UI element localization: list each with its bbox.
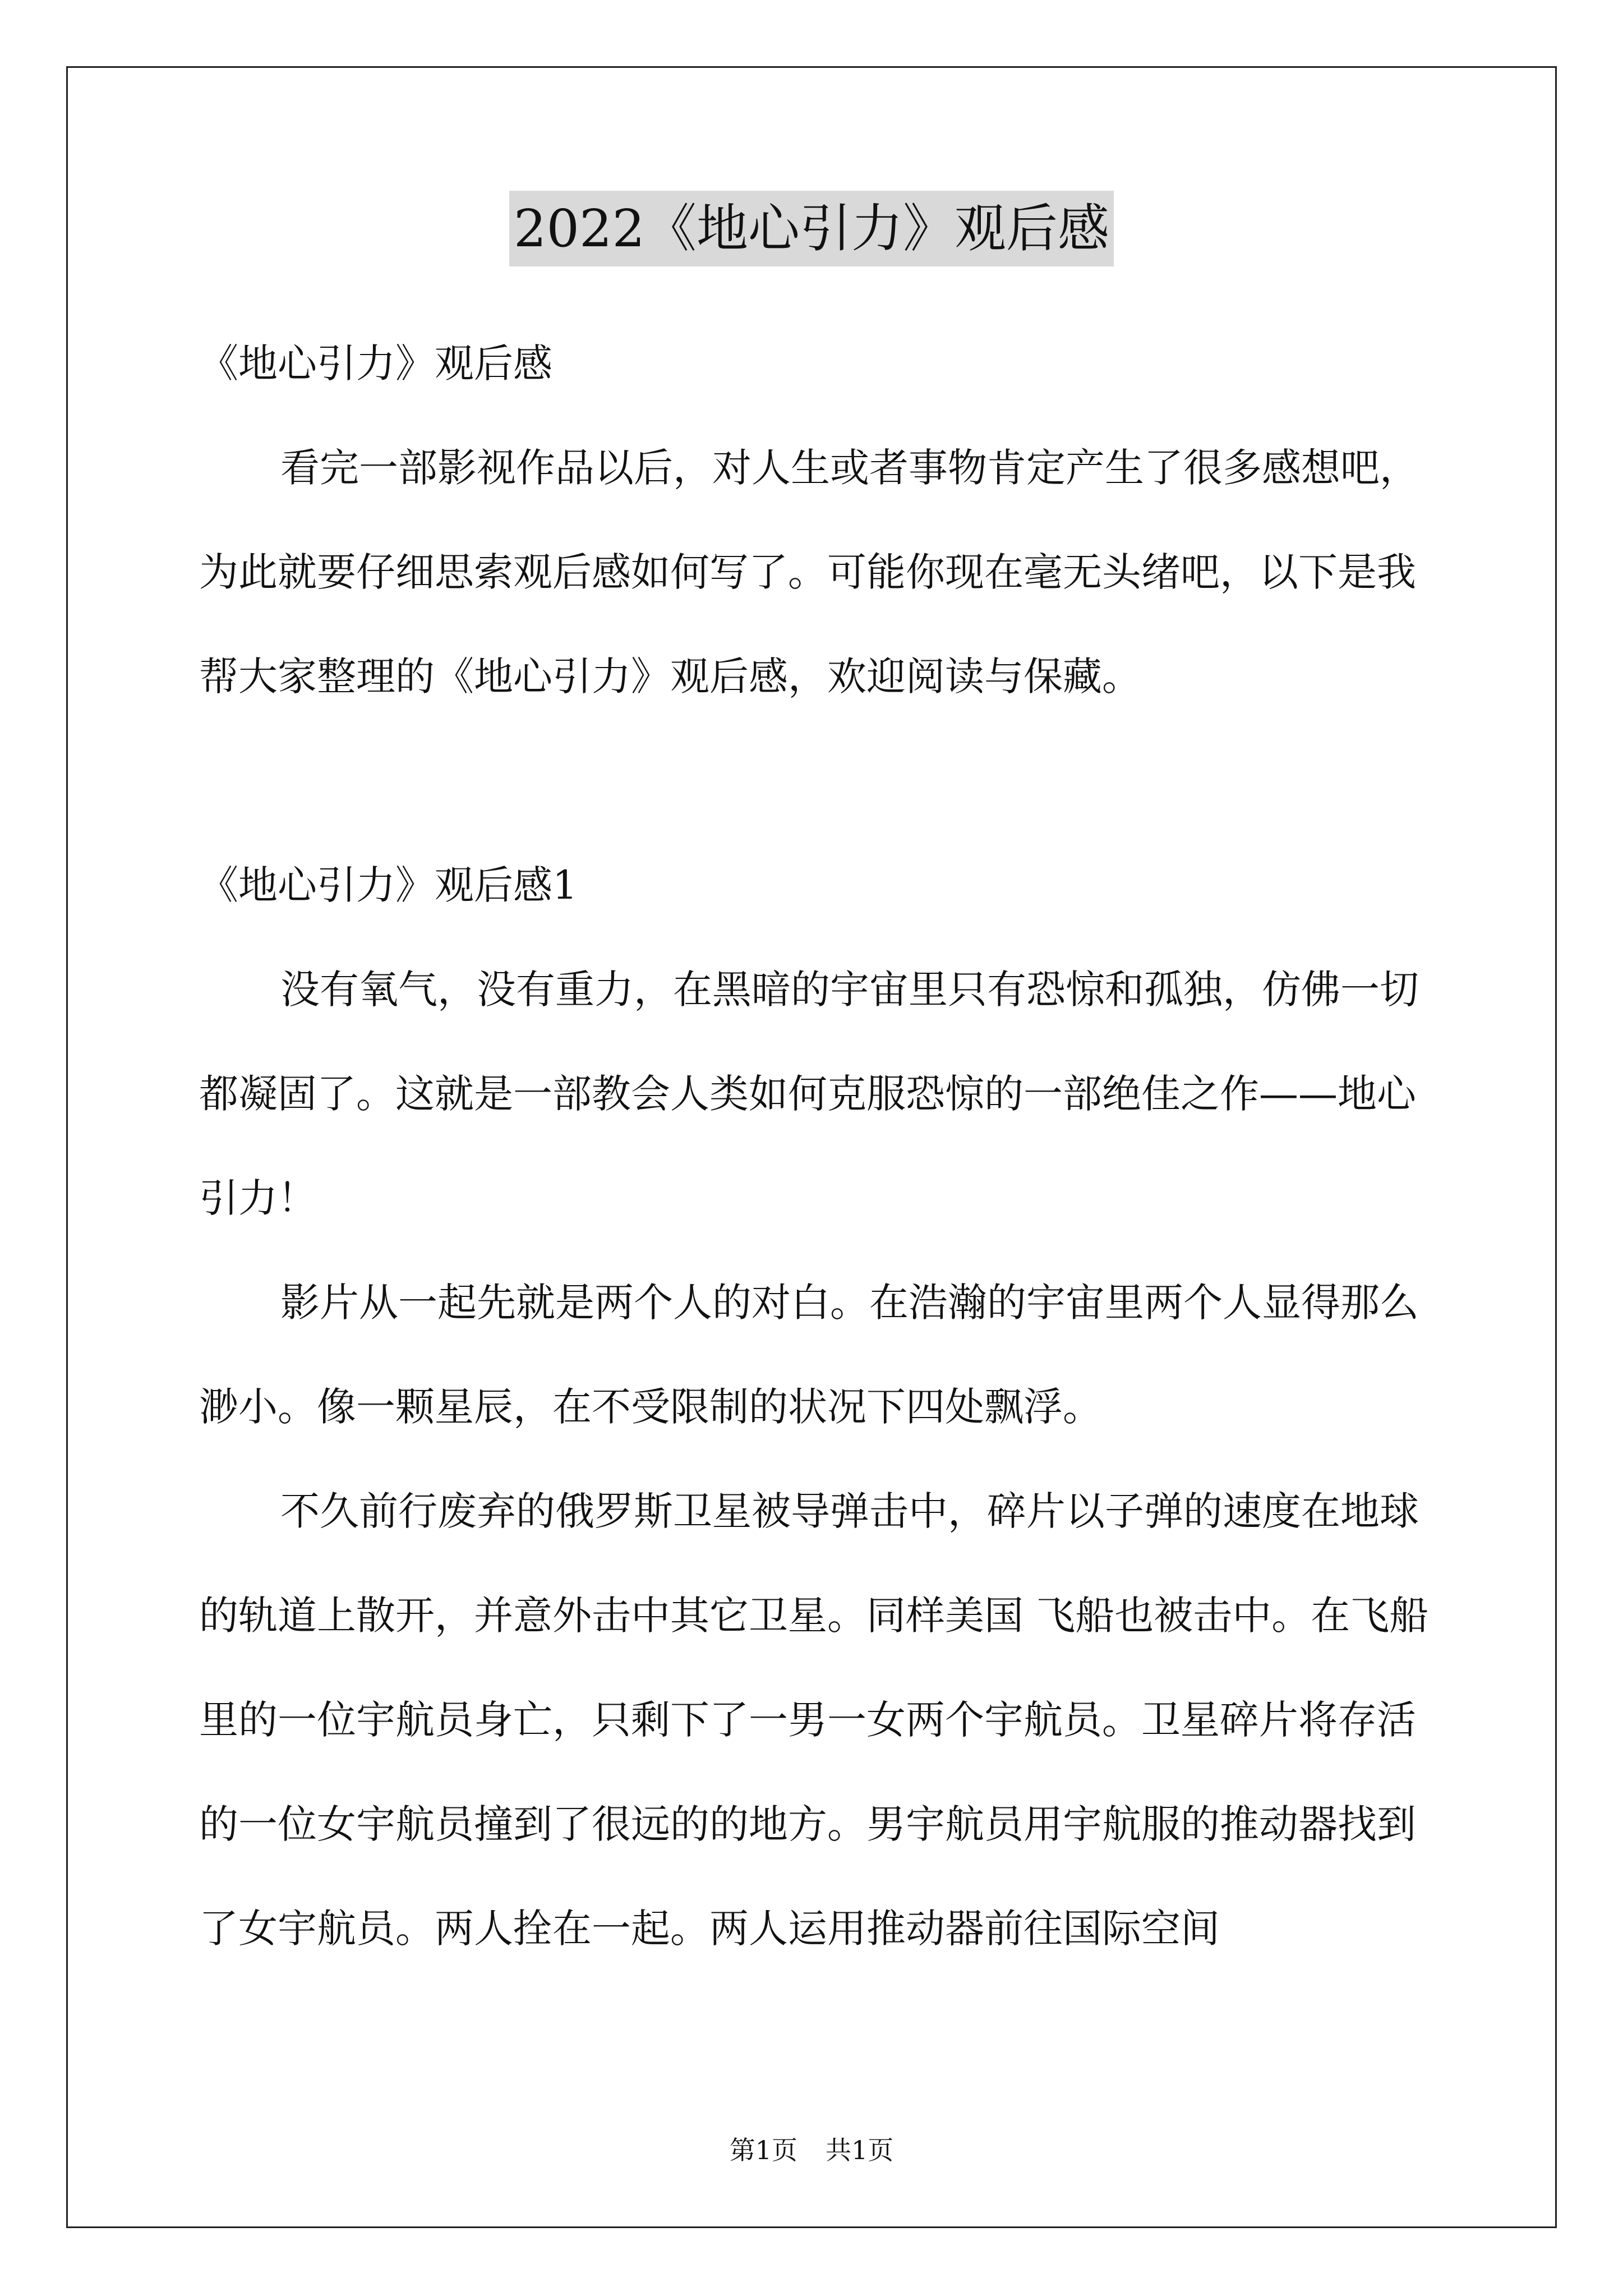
page-number: 第1页 bbox=[729, 2135, 797, 2165]
document-body bbox=[199, 311, 1433, 1981]
body-paragraph: 没有氧气，没有重力，在黑暗的宇宙里只有恐惊和孤独，仿佛一切都凝固了。这就是一部教会人类如何克服恐惊的一部绝佳之作——地心引力！ bbox=[199, 967, 1419, 1221]
section-heading: 《地心引力》观后感1 bbox=[199, 862, 578, 908]
section-heading: 《地心引力》观后感 bbox=[199, 341, 552, 386]
body-paragraph: 影片从一起先就是两个人的对白。在浩瀚的宇宙里两个人显得那么渺小。像一颗星辰，在不受限制的状况下四处飘浮。 bbox=[199, 1280, 1419, 1430]
body-paragraph: 不久前行废弃的俄罗斯卫星被导弹击中，碎片以子弹的速度在地球的轨道上散开，并意外击中其它卫星。同样美国 飞船也被击中。在飞船里的一位宇航员身亡，只剩下了一男一女两个宇航员。卫星碎片将存活的一位女宇航员撞到了很远的的地方。男宇航员用宇航服的推动器找到了女宇航员。两人拴在一起。两人运用推动器前往国际空间 bbox=[199, 1488, 1429, 1952]
document-title bbox=[0, 199, 1623, 259]
page-footer bbox=[0, 2137, 1623, 2163]
document-title-text: 2022《地心引力》观后感 bbox=[509, 191, 1114, 266]
intro-paragraph: 看完一部影视作品以后，对人生或者事物肯定产生了很多感想吧，为此就要仔细思索观后感如何写了。可能你现在毫无头绪吧，以下是我帮大家整理的《地心引力》观后感，欢迎阅读与保藏。 bbox=[199, 445, 1419, 700]
page-total: 共1页 bbox=[826, 2135, 894, 2165]
